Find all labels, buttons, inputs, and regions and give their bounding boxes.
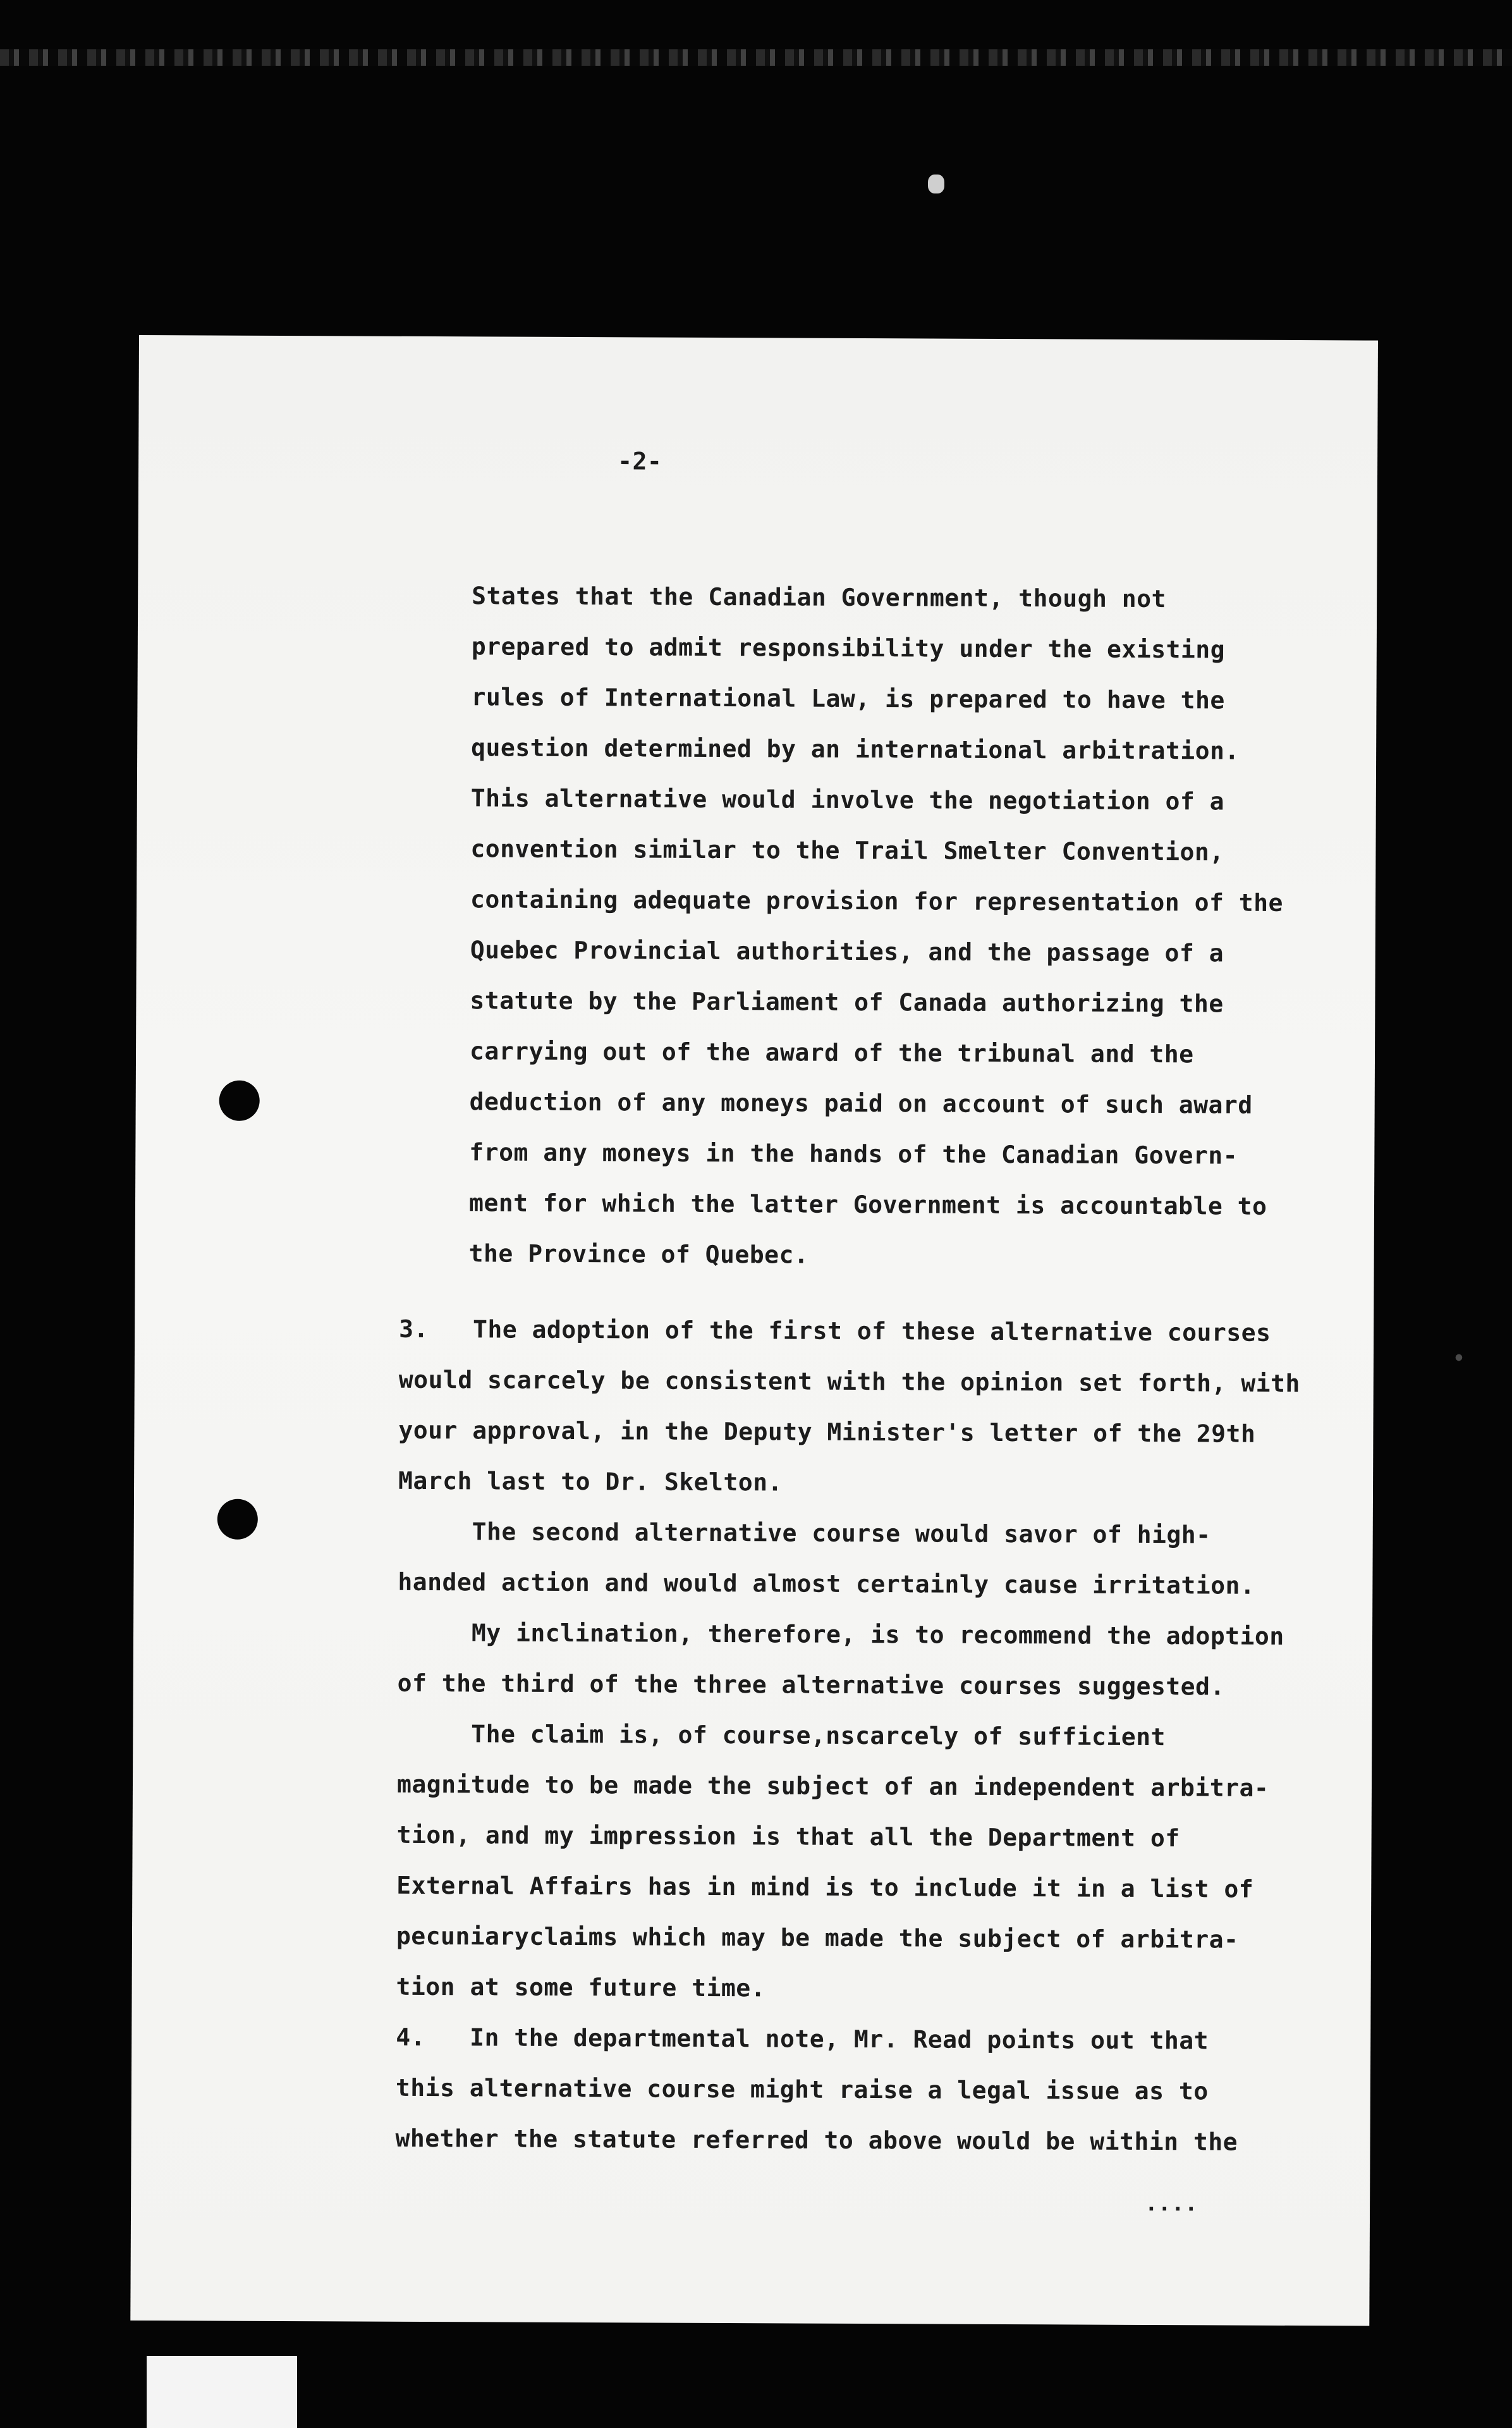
text-line: from any moneys in the hands of the Canadian Govern- — [469, 1138, 1238, 1170]
text-line: States that the Canadian Government, though not — [472, 582, 1167, 613]
page-number: -2- — [618, 447, 662, 475]
margin-mark: • — [1453, 1347, 1465, 1370]
text-line: containing adequate provision for representation of the — [470, 885, 1283, 917]
text-line: This alternative would involve the negotiation of a — [470, 784, 1225, 816]
text-line: My inclination, therefore, is to recommend the adoption — [397, 1618, 1284, 1650]
film-edge — [0, 49, 1512, 66]
punch-hole-bottom — [217, 1499, 258, 1540]
film-label-tab — [147, 2356, 297, 2428]
text-line: magnitude to be made the subject of an independent arbitra- — [396, 1770, 1269, 1802]
sections-3-4 — [395, 1304, 1300, 2167]
text-line: pecuniaryclaims which may be made the subject of arbitra- — [396, 1922, 1239, 1954]
paragraph-continued — [468, 570, 1284, 1282]
text-line: carrying out of the award of the tribunal and the — [469, 1037, 1194, 1069]
text-line: March last to Dr. Skelton. — [398, 1466, 783, 1497]
text-line: question determined by an international arbitration. — [471, 733, 1240, 765]
text-line: your approval, in the Deputy Minister's letter of the 29th — [398, 1416, 1256, 1448]
text-line: The second alternative course would savor of high- — [398, 1517, 1211, 1549]
text-line: this alternative course might raise a legal issue as to — [395, 2073, 1209, 2106]
text-line: The claim is, of course,nscarcely of sufficient — [397, 1719, 1166, 1751]
text-line: the Province of Quebec. — [468, 1239, 809, 1269]
punch-hole-top — [219, 1081, 260, 1121]
text-line: convention similar to the Trail Smelter Convention, — [470, 835, 1224, 866]
document-page — [130, 335, 1465, 2326]
text-line: whether the statute referred to above would be within the — [395, 2124, 1238, 2156]
text-line: ment for which the latter Government is accountable to — [468, 1189, 1267, 1220]
text-line: rules of International Law, is prepared to have the — [471, 683, 1225, 714]
text-line: External Affairs has in mind is to include it in a list of — [396, 1871, 1254, 1903]
text-line: would scarcely be consistent with the opinion set forth, with — [398, 1365, 1300, 1398]
text-line: prepared to admit responsibility under the existing — [471, 632, 1226, 664]
text-line: Quebec Provincial authorities, and the passage of a — [470, 936, 1224, 967]
text-line: 4. In the departmental note, Mr. Read points out that — [396, 2023, 1209, 2055]
text-line: handed action and would almost certainly cause irritation. — [398, 1567, 1255, 1600]
text-line: tion, and my impression is that all the Department of — [396, 1820, 1180, 1853]
text-line: of the third of the three alternative courses suggested. — [397, 1669, 1225, 1701]
text-line: statute by the Parliament of Canada authorizing the — [470, 986, 1224, 1018]
text-line: tion at some future time. — [396, 1972, 766, 2002]
film-speck — [928, 175, 944, 193]
text-line: deduction of any moneys paid on account of such award — [469, 1088, 1253, 1119]
text-line: 3. The adoption of the first of these alternative courses — [399, 1315, 1271, 1347]
continuation-marker: .... — [1145, 2190, 1198, 2217]
